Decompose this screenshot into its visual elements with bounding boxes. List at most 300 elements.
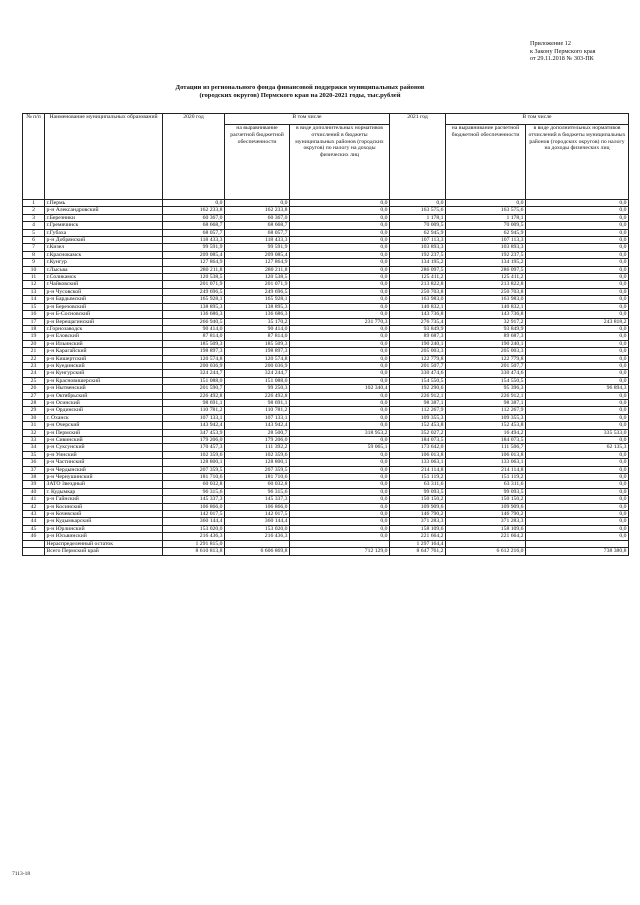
- row-number: 16: [23, 311, 45, 318]
- row-number: 46: [23, 533, 45, 540]
- total-2020: 198 897,3: [163, 348, 225, 355]
- total-2020: 200 036,9: [163, 362, 225, 369]
- extra-norms-2020: 0,0: [290, 399, 390, 406]
- equalization-2020: 153 020,0: [225, 525, 290, 532]
- extra-norms-2021: 738 380,8: [526, 548, 629, 555]
- appendix-line: Приложение 12: [530, 40, 571, 47]
- equalization-2021: 184 073,5: [446, 437, 526, 444]
- municipality-name: г.Горнозаводск: [45, 325, 163, 332]
- extra-norms-2021: 0,0: [526, 325, 629, 332]
- row-number: 5: [23, 229, 45, 236]
- extra-norms-2021: 0,0: [526, 466, 629, 473]
- extra-norms-2020: 102 340,4: [290, 385, 390, 392]
- equalization-2020: 68 057,7: [225, 229, 290, 236]
- equalization-2021: 16 494,2: [446, 429, 526, 436]
- row-number: 39: [23, 481, 45, 488]
- table-row: [23, 237, 629, 244]
- extra-norms-2021: 0,0: [526, 340, 629, 347]
- extra-norms-2021: 243 818,2: [526, 318, 629, 325]
- equalization-2021: 143 736,8: [446, 311, 526, 318]
- row-number: 32: [23, 429, 45, 436]
- equalization-2020: 96 315,6: [225, 488, 290, 495]
- extra-norms-2021: 0,0: [526, 399, 629, 406]
- municipality-name: р-н Верещагинский: [45, 318, 163, 325]
- equalization-2020: 185 509,3: [225, 340, 290, 347]
- row-number: [23, 548, 45, 555]
- extra-norms-2020: 0,0: [290, 466, 390, 473]
- table-row: [23, 392, 629, 399]
- total-2021: 250 703,8: [390, 288, 446, 295]
- table-row: [23, 518, 629, 525]
- equalization-2020: 151 088,0: [225, 377, 290, 384]
- extra-norms-2021: 0,0: [526, 503, 629, 510]
- equalization-2020: 165 928,1: [225, 296, 290, 303]
- title-line: (городских округов) Пермского края на 2020-2021 годы, тыс.рублей: [199, 92, 401, 100]
- header-2020: 2020 год: [163, 114, 225, 200]
- table-row: [23, 422, 629, 429]
- extra-norms-2020: 0,0: [290, 496, 390, 503]
- header-2021: 2021 год: [390, 114, 446, 200]
- equalization-2020: 207 359,5: [225, 466, 290, 473]
- extra-norms-2021: 0,0: [526, 518, 629, 525]
- municipality-name: р-н Частинский: [45, 459, 163, 466]
- equalization-2020: 249 696,5: [225, 288, 290, 295]
- total-2021: 184 073,5: [390, 437, 446, 444]
- table-row: [23, 414, 629, 421]
- equalization-2021: 95 396,3: [446, 385, 526, 392]
- table-row: [23, 348, 629, 355]
- extra-norms-2021: 0,0: [526, 274, 629, 281]
- row-number: 31: [23, 422, 45, 429]
- equalization-2021: 111 506,7: [446, 444, 526, 451]
- municipality-name: р-н Ординский: [45, 407, 163, 414]
- equalization-2021: 93 849,9: [446, 325, 526, 332]
- table-row: [23, 200, 629, 207]
- table-row: [23, 540, 629, 547]
- equalization-2021: 99 093,5: [446, 488, 526, 495]
- total-2021: 150 150,2: [390, 496, 446, 503]
- total-2020: 201 071,9: [163, 281, 225, 288]
- total-2021: 103 893,3: [390, 244, 446, 251]
- extra-norms-2020: 0,0: [290, 333, 390, 340]
- total-2020: 8 610 813,8: [163, 548, 225, 555]
- equalization-2020: 110 781,2: [225, 407, 290, 414]
- municipality-name: р-н Березовский: [45, 303, 163, 310]
- extra-norms-2020: 0,0: [290, 451, 390, 458]
- total-2021: 62 945,9: [390, 229, 446, 236]
- extra-norms-2020: 231 770,3: [290, 318, 390, 325]
- total-2021: 190 240,1: [390, 340, 446, 347]
- extra-norms-2021: 96 894,3: [526, 385, 629, 392]
- row-number: 18: [23, 325, 45, 332]
- equalization-2021: 134 195,2: [446, 259, 526, 266]
- table-row: [23, 459, 629, 466]
- extra-norms-2021: 0,0: [526, 355, 629, 362]
- extra-norms-2021: 0,0: [526, 237, 629, 244]
- total-2020: 106 866,0: [163, 503, 225, 510]
- equalization-2020: 60 367,0: [225, 214, 290, 221]
- municipality-name: г.Кизел: [45, 244, 163, 251]
- total-2021: 192 237,5: [390, 251, 446, 258]
- extra-norms-2021: 0,0: [526, 311, 629, 318]
- table-row: [23, 399, 629, 406]
- extra-norms-2021: 0,0: [526, 288, 629, 295]
- extra-norms-2020: 0,0: [290, 503, 390, 510]
- header-including-2021: В том числе: [446, 114, 629, 125]
- equalization-2020: 136 686,3: [225, 311, 290, 318]
- municipality-name: г.Кунгур: [45, 259, 163, 266]
- total-2021: 330 474,6: [390, 370, 446, 377]
- table-row: [23, 429, 629, 436]
- extra-norms-2020: 0,0: [290, 362, 390, 369]
- total-2020: 143 942,4: [163, 422, 225, 429]
- equalization-2020: 35 170,2: [225, 318, 290, 325]
- extra-norms-2020: 0,0: [290, 414, 390, 421]
- total-2020: 153 020,0: [163, 525, 225, 532]
- municipality-name: р-н Чердынский: [45, 466, 163, 473]
- equalization-2020: [225, 540, 290, 547]
- row-number: 25: [23, 377, 45, 384]
- total-2020: 165 928,1: [163, 296, 225, 303]
- row-number: 3: [23, 214, 45, 221]
- extra-norms-2020: 0,0: [290, 407, 390, 414]
- row-number: 13: [23, 288, 45, 295]
- extra-norms-2020: 0,0: [290, 370, 390, 377]
- table-row: [23, 437, 629, 444]
- extra-norms-2020: 0,0: [290, 533, 390, 540]
- equalization-2021: 109 909,6: [446, 503, 526, 510]
- municipality-name: ЗАТО Звездный: [45, 481, 163, 488]
- municipality-name: р-н Нытвенский: [45, 385, 163, 392]
- extra-norms-2020: 0,0: [290, 481, 390, 488]
- table-row: [23, 503, 629, 510]
- municipality-name: р-н Б-Сосновский: [45, 311, 163, 318]
- row-number: 12: [23, 281, 45, 288]
- municipality-name: р-н Чусовской: [45, 288, 163, 295]
- equalization-2021: 213 822,8: [446, 281, 526, 288]
- total-2020: 68 668,7: [163, 222, 225, 229]
- table-row: [23, 370, 629, 377]
- equalization-2021: 125 411,2: [446, 274, 526, 281]
- table-row: [23, 244, 629, 251]
- equalization-2020: 226 492,8: [225, 392, 290, 399]
- title-line: Дотации из регионального фонда финансовой поддержки муниципальных районов: [175, 84, 425, 91]
- row-number: 36: [23, 459, 45, 466]
- extra-norms-2021: 0,0: [526, 333, 629, 340]
- municipality-name: р-н Александровский: [45, 207, 163, 214]
- equalization-2020: 324 244,7: [225, 370, 290, 377]
- total-2020: 179 206,0: [163, 437, 225, 444]
- table-row: [23, 474, 629, 481]
- municipality-name: р-н Пермский: [45, 429, 163, 436]
- equalization-2020: 201 071,9: [225, 281, 290, 288]
- total-2021: 163 983,0: [390, 296, 446, 303]
- equalization-2020: 0,0: [225, 200, 290, 207]
- table-row: [23, 222, 629, 229]
- municipality-name: р-н Кочевский: [45, 511, 163, 518]
- extra-norms-2021: 0,0: [526, 244, 629, 251]
- total-2021: 140 832,1: [390, 303, 446, 310]
- header-num: № п/п: [23, 114, 45, 200]
- total-2020: 185 509,3: [163, 340, 225, 347]
- equalization-2020: 120 538,5: [225, 274, 290, 281]
- table-row: [23, 281, 629, 288]
- extra-norms-2020: 0,0: [290, 244, 390, 251]
- municipality-name: р-н Чернушинский: [45, 474, 163, 481]
- total-2020: 60 032,8: [163, 481, 225, 488]
- extra-norms-2021: 335 533,0: [526, 429, 629, 436]
- extra-norms-2021: [526, 540, 629, 547]
- extra-norms-2020: 0,0: [290, 525, 390, 532]
- municipality-name: р-н Юрлинский: [45, 525, 163, 532]
- extra-norms-2020: 0,0: [290, 422, 390, 429]
- extra-norms-2021: 0,0: [526, 229, 629, 236]
- extra-norms-2021: 0,0: [526, 377, 629, 384]
- extra-norms-2020: [290, 540, 390, 547]
- municipality-name: р-н Косинский: [45, 503, 163, 510]
- municipality-name: р-н Куединский: [45, 362, 163, 369]
- equalization-2020: 111 392,2: [225, 444, 290, 451]
- total-2020: 118 433,3: [163, 237, 225, 244]
- total-2021: 93 849,9: [390, 325, 446, 332]
- extra-norms-2021: 0,0: [526, 459, 629, 466]
- extra-norms-2020: 0,0: [290, 229, 390, 236]
- row-number: 42: [23, 503, 45, 510]
- equalization-2021: 201 507,7: [446, 362, 526, 369]
- municipality-name: р-н Красновишерский: [45, 377, 163, 384]
- total-2021: 213 822,8: [390, 281, 446, 288]
- equalization-2021: 103 893,3: [446, 244, 526, 251]
- total-2020: 280 211,8: [163, 266, 225, 273]
- table-row: [23, 407, 629, 414]
- equalization-2021: 226 912,1: [446, 392, 526, 399]
- municipality-name: р-н Юсьвинский: [45, 533, 163, 540]
- table-row: [23, 451, 629, 458]
- header-equalization-2020: на выравнивание расчетной бюджетной обеспеченности: [225, 125, 290, 200]
- municipality-name: г.Соликамск: [45, 274, 163, 281]
- total-2021: 226 912,1: [390, 392, 446, 399]
- equalization-2021: 221 664,2: [446, 533, 526, 540]
- equalization-2021: 190 240,1: [446, 340, 526, 347]
- row-number: 1: [23, 200, 45, 207]
- equalization-2021: 106 013,8: [446, 451, 526, 458]
- municipality-name: г.Пермь: [45, 200, 163, 207]
- equalization-2021: 1 178,1: [446, 214, 526, 221]
- total-2021: 214 114,8: [390, 466, 446, 473]
- table-row: [23, 488, 629, 495]
- table-row: [23, 229, 629, 236]
- total-2021: 70 009,5: [390, 222, 446, 229]
- table-row: [23, 496, 629, 503]
- row-number: 6: [23, 237, 45, 244]
- row-number: 26: [23, 385, 45, 392]
- table-row: [23, 533, 629, 540]
- total-2020: 209 085,4: [163, 251, 225, 258]
- equalization-2020: 87 814,0: [225, 333, 290, 340]
- extra-norms-2020: 0,0: [290, 200, 390, 207]
- equalization-2020: 181 710,6: [225, 474, 290, 481]
- equalization-2021: 89 687,3: [446, 333, 526, 340]
- total-2021: 122 779,8: [390, 355, 446, 362]
- total-2020: 1 291 815,0: [163, 540, 225, 547]
- equalization-2020: 28 500,7: [225, 429, 290, 436]
- row-number: 21: [23, 348, 45, 355]
- equalization-2021: 112 267,9: [446, 407, 526, 414]
- extra-norms-2021: 0,0: [526, 451, 629, 458]
- table-row: [23, 466, 629, 473]
- equalization-2021: [446, 540, 526, 547]
- equalization-2020: 118 433,3: [225, 237, 290, 244]
- extra-norms-2021: 0,0: [526, 496, 629, 503]
- municipality-name: г.Губаха: [45, 229, 163, 236]
- total-2021: 276 735,4: [390, 318, 446, 325]
- extra-norms-2020: 712 129,0: [290, 548, 390, 555]
- row-number: 4: [23, 222, 45, 229]
- extra-norms-2021: 0,0: [526, 392, 629, 399]
- total-2021: 352 027,2: [390, 429, 446, 436]
- equalization-2020: 198 897,3: [225, 348, 290, 355]
- equalization-2021: 63 311,6: [446, 481, 526, 488]
- equalization-2021: 286 097,5: [446, 266, 526, 273]
- extra-norms-2020: 0,0: [290, 237, 390, 244]
- appendix-note: [530, 40, 636, 63]
- municipality-name: р-н Октябрьский: [45, 392, 163, 399]
- equalization-2021: 192 237,5: [446, 251, 526, 258]
- table-row: [23, 274, 629, 281]
- total-2020: 0,0: [163, 200, 225, 207]
- header-extra-norms-2021: в виде дополнительных нормативов отчислений в бюджеты муниципальных районов (городских округов) по налогу на доходы физических лиц: [526, 125, 629, 200]
- equalization-2020: 99 591,9: [225, 244, 290, 251]
- table-row: [23, 311, 629, 318]
- extra-norms-2020: 0,0: [290, 303, 390, 310]
- row-number: 29: [23, 407, 45, 414]
- equalization-2021: 163 575,6: [446, 207, 526, 214]
- total-2020: 98 691,1: [163, 399, 225, 406]
- extra-norms-2021: 0,0: [526, 437, 629, 444]
- equalization-2020: 60 032,8: [225, 481, 290, 488]
- extra-norms-2021: 0,0: [526, 533, 629, 540]
- extra-norms-2020: 0,0: [290, 474, 390, 481]
- equalization-2021: 154 550,5: [446, 377, 526, 384]
- row-number: 19: [23, 333, 45, 340]
- row-number: 11: [23, 274, 45, 281]
- municipality-name: р-н Уинский: [45, 451, 163, 458]
- municipality-name: р-н Кунгурский: [45, 370, 163, 377]
- total-2020: 347 453,9: [163, 429, 225, 436]
- extra-norms-2021: 0,0: [526, 266, 629, 273]
- total-2020: 181 710,6: [163, 474, 225, 481]
- extra-norms-2020: 0,0: [290, 488, 390, 495]
- equalization-2020: 6 606 869,8: [225, 548, 290, 555]
- municipality-name: р-н Добрянский: [45, 237, 163, 244]
- equalization-2020: 68 668,7: [225, 222, 290, 229]
- row-number: 20: [23, 340, 45, 347]
- extra-norms-2020: 0,0: [290, 214, 390, 221]
- row-number: 8: [23, 251, 45, 258]
- total-2021: 152 453,8: [390, 422, 446, 429]
- document-title: [60, 84, 540, 100]
- total-2021: 371 283,3: [390, 518, 446, 525]
- extra-norms-2021: 0,0: [526, 422, 629, 429]
- extra-norms-2021: 0,0: [526, 362, 629, 369]
- row-number: 9: [23, 259, 45, 266]
- subsidy-table: [22, 113, 629, 556]
- total-2021: 112 267,9: [390, 407, 446, 414]
- equalization-2021: 151 119,2: [446, 474, 526, 481]
- total-2020: 249 696,5: [163, 288, 225, 295]
- total-2020: 226 492,8: [163, 392, 225, 399]
- row-number: 7: [23, 244, 45, 251]
- row-number: 22: [23, 355, 45, 362]
- total-2021: 63 311,6: [390, 481, 446, 488]
- extra-norms-2020: 0,0: [290, 340, 390, 347]
- municipality-name: Нераспределенный остаток: [45, 540, 163, 547]
- municipality-name: р-н Суксунский: [45, 444, 163, 451]
- extra-norms-2021: 0,0: [526, 407, 629, 414]
- total-2021: 163 575,6: [390, 207, 446, 214]
- table-row: [23, 259, 629, 266]
- equalization-2021: 109 355,3: [446, 414, 526, 421]
- total-2021: 205 003,3: [390, 348, 446, 355]
- equalization-2021: 6 612 216,0: [446, 548, 526, 555]
- extra-norms-2021: 0,0: [526, 251, 629, 258]
- equalization-2020: 102 359,6: [225, 451, 290, 458]
- extra-norms-2021: 0,0: [526, 474, 629, 481]
- row-number: 10: [23, 266, 45, 273]
- table-row: [23, 481, 629, 488]
- total-2020: 324 244,7: [163, 370, 225, 377]
- total-2020: 170 457,3: [163, 444, 225, 451]
- table-row: [23, 444, 629, 451]
- header-extra-norms-2020: в виде дополнительных нормативов отчислений в бюджеты муниципальных районов (городских округов) по налогу на доходы физических лиц: [290, 125, 390, 200]
- row-number: 23: [23, 362, 45, 369]
- municipality-name: р-н Ильинский: [45, 340, 163, 347]
- total-2020: 162 233,8: [163, 207, 225, 214]
- equalization-2020: 98 691,1: [225, 399, 290, 406]
- extra-norms-2020: 0,0: [290, 459, 390, 466]
- row-number: 45: [23, 525, 45, 532]
- row-number: 17: [23, 318, 45, 325]
- extra-norms-2020: 318 953,2: [290, 429, 390, 436]
- municipality-name: р-н Очерский: [45, 422, 163, 429]
- extra-norms-2021: 0,0: [526, 303, 629, 310]
- municipality-name: р-н Кишертский: [45, 355, 163, 362]
- equalization-2021: 250 703,8: [446, 288, 526, 295]
- municipality-name: р-н Сивинский: [45, 437, 163, 444]
- total-2020: 107 133,1: [163, 414, 225, 421]
- extra-norms-2020: 0,0: [290, 325, 390, 332]
- equalization-2021: 150 150,2: [446, 496, 526, 503]
- total-2020: 201 590,7: [163, 385, 225, 392]
- extra-norms-2020: 0,0: [290, 348, 390, 355]
- extra-norms-2020: 0,0: [290, 518, 390, 525]
- municipality-name: р-н Карагайский: [45, 348, 163, 355]
- equalization-2020: 127 864,9: [225, 259, 290, 266]
- equalization-2021: 158 109,6: [446, 525, 526, 532]
- equalization-2020: 179 206,0: [225, 437, 290, 444]
- total-2020: 96 315,6: [163, 488, 225, 495]
- total-2021: 143 736,8: [390, 311, 446, 318]
- equalization-2021: 205 003,3: [446, 348, 526, 355]
- table-row: [23, 511, 629, 518]
- total-2021: 158 109,6: [390, 525, 446, 532]
- row-number: 41: [23, 496, 45, 503]
- table-row: [23, 362, 629, 369]
- extra-norms-2021: 0,0: [526, 207, 629, 214]
- table-row: [23, 325, 629, 332]
- row-number: 27: [23, 392, 45, 399]
- appendix-line: от 29.11.2018 № 303-ПК: [530, 55, 594, 63]
